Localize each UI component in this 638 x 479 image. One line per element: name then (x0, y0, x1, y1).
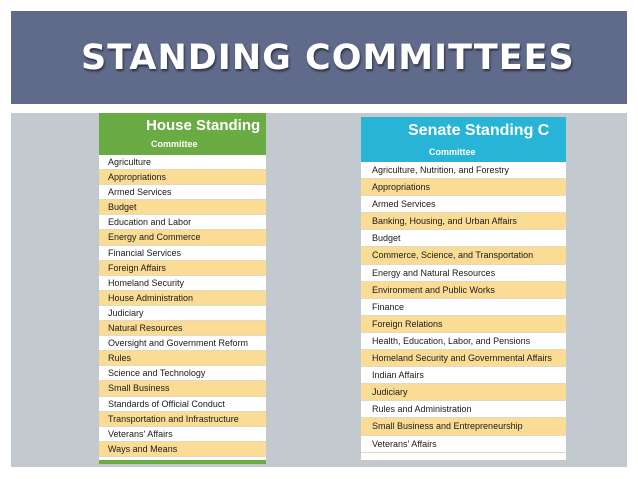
table-row: Energy and Natural Resources (361, 265, 566, 282)
table-row: Armed Services (361, 196, 566, 213)
table-row: Indian Affairs (361, 367, 566, 384)
table-row: Armed Services (99, 185, 266, 200)
table-row: Judiciary (99, 306, 266, 321)
house-column-header: Committee (151, 139, 198, 149)
table-row: Oversight and Government Reform (99, 336, 266, 351)
table-row: Homeland Security (99, 276, 266, 291)
senate-rows (361, 162, 566, 453)
table-row: Banking, Housing, and Urban Affairs (361, 213, 566, 230)
table-row: Appropriations (99, 170, 266, 185)
senate-table-header (361, 117, 566, 162)
table-row: Transportation and Infrastructure (99, 412, 266, 427)
table-row: Environment and Public Works (361, 282, 566, 299)
table-row: Homeland Security and Governmental Affairs (361, 350, 566, 367)
house-table-title: House Standing (146, 117, 261, 134)
table-row: Finance (361, 299, 566, 316)
table-row: Budget (361, 230, 566, 247)
slide-title-bar (11, 11, 627, 104)
slide-title: STANDING COMMITTEES (81, 37, 575, 78)
table-row: Appropriations (361, 179, 566, 196)
table-row: Standards of Official Conduct (99, 397, 266, 412)
table-row: Veterans' Affairs (361, 436, 566, 453)
table-row: Commerce, Science, and Transportation (361, 247, 566, 264)
table-row: Agriculture, Nutrition, and Forestry (361, 162, 566, 179)
table-row: Ways and Means (99, 442, 266, 457)
table-row: Foreign Affairs (99, 261, 266, 276)
table-row: Rules and Administration (361, 401, 566, 418)
table-row: Education and Labor (99, 215, 266, 230)
table-row: Budget (99, 200, 266, 215)
table-row: Energy and Commerce (99, 230, 266, 245)
table-row: Small Business and Entrepreneurship (361, 418, 566, 435)
senate-committee-table (361, 117, 566, 460)
table-row: Health, Education, Labor, and Pensions (361, 333, 566, 350)
table-row: Foreign Relations (361, 316, 566, 333)
senate-table-title: Senate Standing C (408, 122, 550, 139)
table-row: Judiciary (361, 384, 566, 401)
table-row: Rules (99, 351, 266, 366)
table-row: Veterans' Affairs (99, 427, 266, 442)
table-row: Natural Resources (99, 321, 266, 336)
house-table-footer (99, 460, 266, 464)
table-row: Science and Technology (99, 366, 266, 381)
table-row: House Administration (99, 291, 266, 306)
house-committee-table (99, 113, 266, 464)
table-row: Financial Services (99, 246, 266, 261)
house-table-header (99, 113, 266, 155)
house-rows (99, 155, 266, 457)
senate-column-header: Committee (429, 147, 476, 157)
table-row: Small Business (99, 381, 266, 396)
table-row: Agriculture (99, 155, 266, 170)
